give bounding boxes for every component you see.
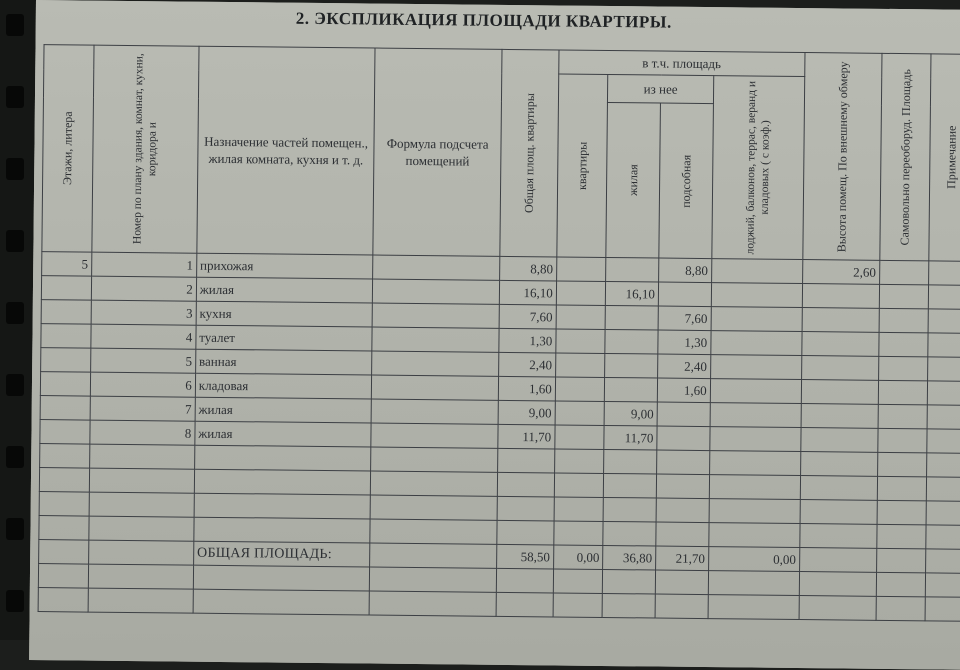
cell-apartment (554, 449, 604, 474)
header-height-label: Высота помещ. По внешнему обмеру (834, 61, 851, 252)
cell-height (800, 524, 877, 549)
header-unauthorized (880, 53, 931, 261)
cell-aux: 1,30 (658, 330, 711, 355)
cell-note (925, 549, 960, 573)
cell-purpose: прихожая (196, 253, 373, 279)
cell-formula (370, 543, 497, 568)
header-purpose-label: Назначение частей помещен., жилая комната, кухня и т. д. (204, 133, 369, 168)
cell-total (497, 520, 554, 545)
cell-no: 1 (91, 252, 196, 277)
header-loggias (712, 76, 805, 260)
binder-hole (6, 446, 24, 468)
binder-hole (6, 158, 24, 180)
cell-height (802, 284, 879, 309)
cell-loggia (709, 475, 800, 500)
cell-unauth (878, 404, 927, 429)
cell-no: 5 (90, 348, 195, 373)
cell-total (498, 448, 555, 473)
cell-no: 3 (91, 300, 196, 325)
cell-loggia (710, 403, 801, 428)
cell-total: 16,10 (499, 280, 556, 305)
cell-total (497, 496, 554, 521)
binder-hole (6, 518, 24, 540)
cell-loggia (709, 451, 800, 476)
cell-height (800, 452, 877, 477)
cell-floor (40, 372, 90, 397)
cell-note (926, 453, 960, 477)
cell-purpose (194, 445, 371, 471)
cell-apartment (554, 497, 604, 522)
cell-floor (40, 444, 90, 469)
header-note-label: Примечание (944, 125, 960, 190)
document-page (29, 0, 960, 670)
cell-formula (371, 447, 498, 472)
cell-apartment (554, 521, 604, 546)
cell-unauth (879, 260, 928, 285)
cell-note (927, 405, 960, 429)
cell-purpose: кладовая (195, 373, 372, 399)
cell-unauth (879, 308, 928, 333)
cell-height (801, 428, 878, 453)
cell-living (605, 353, 658, 378)
explication-table-wrapper (38, 44, 960, 622)
cell-floor (38, 564, 88, 589)
cell-purpose (194, 469, 371, 495)
cell-no (88, 588, 193, 613)
cell-floor (39, 492, 89, 517)
totals-total: 58,50 (497, 544, 554, 569)
header-total-area-label: Общая площ. квартиры (521, 93, 537, 214)
cell-total: 1,60 (498, 376, 555, 401)
cell-unauth (879, 332, 928, 357)
header-floor-label: Этажи, литера (60, 111, 76, 186)
cell-no (89, 468, 194, 493)
cell-total: 9,00 (498, 400, 555, 425)
cell-loggia (710, 355, 801, 380)
header-of-which-label: из нее (643, 80, 678, 97)
cell-living: 9,00 (604, 401, 657, 426)
cell-unauth (878, 428, 927, 453)
cell-aux (656, 474, 709, 499)
cell-no (88, 564, 193, 589)
cell-formula (373, 255, 500, 280)
cell-note (926, 501, 960, 525)
cell-floor: 5 (42, 252, 92, 277)
cell-purpose (194, 493, 371, 519)
cell-loggia (710, 379, 801, 404)
cell-no: 8 (90, 420, 195, 445)
header-of-which (608, 74, 714, 103)
cell-apartment (556, 257, 606, 282)
cell-aux (655, 594, 708, 619)
cell-height (801, 380, 878, 405)
cell-purpose: туалет (196, 325, 373, 351)
header-auxiliary-label: подсобная (678, 154, 694, 208)
document-title: 2. ЭКСПЛИКАЦИЯ ПЛОЩАДИ КВАРТИРЫ. (295, 8, 672, 32)
cell-loggia (710, 427, 801, 452)
cell-height (801, 356, 878, 381)
binder-hole (6, 590, 24, 612)
cell-aux (655, 570, 708, 595)
cell-apartment (556, 305, 606, 330)
cell-living (602, 593, 655, 618)
cell-no: 7 (90, 396, 195, 421)
cell-height (802, 308, 879, 333)
totals-apartment: 0,00 (553, 545, 603, 570)
binder-hole (6, 86, 24, 108)
binder-hole (6, 374, 24, 396)
cell-purpose: жилая (196, 277, 373, 303)
cell-formula (370, 519, 497, 544)
cell-total: 1,30 (499, 328, 556, 353)
header-living (606, 102, 660, 258)
cell-note (925, 597, 960, 621)
cell-total (496, 592, 553, 617)
cell-purpose: жилая (195, 397, 372, 423)
cell-formula (371, 399, 498, 424)
header-room-no-label: Номер по плану здания, комнат, кухни, коридора и (131, 53, 159, 245)
cell-unauth (876, 596, 925, 621)
cell-living (605, 329, 658, 354)
cell-apartment (555, 425, 605, 450)
cell-loggia (711, 259, 802, 284)
binder-hole (6, 230, 24, 252)
cell-height (799, 596, 876, 621)
header-apartment (557, 74, 608, 258)
header-floor (42, 45, 94, 253)
cell-floor (39, 516, 89, 541)
cell-living: 11,70 (604, 425, 657, 450)
cell-total: 7,60 (499, 304, 556, 329)
cell-purpose (193, 565, 370, 591)
cell-total (496, 568, 553, 593)
cell-no: 2 (91, 276, 196, 301)
cell-height (801, 404, 878, 429)
cell-no (88, 540, 193, 565)
header-formula (373, 48, 502, 256)
cell-aux (658, 282, 711, 307)
cell-aux (656, 498, 709, 523)
cell-unauth (877, 524, 926, 549)
cell-formula (372, 327, 499, 352)
cell-living (603, 497, 656, 522)
cell-total: 8,80 (500, 256, 557, 281)
cell-aux (657, 450, 710, 475)
cell-formula (370, 495, 497, 520)
header-loggias-label: лоджий, балконов, террас, веранд и кладовых ( с коэф.) (744, 80, 772, 255)
cell-apartment (555, 377, 605, 402)
cell-height (799, 572, 876, 597)
cell-formula (370, 567, 497, 592)
cell-aux (656, 522, 709, 547)
cell-total (497, 472, 554, 497)
header-living-label: жилая (626, 164, 641, 197)
cell-living (605, 305, 658, 330)
cell-aux: 2,40 (658, 354, 711, 379)
explication-table (38, 44, 960, 622)
cell-height (800, 476, 877, 501)
cell-aux: 1,60 (657, 378, 710, 403)
cell-note (928, 333, 960, 357)
cell-note (927, 429, 960, 453)
cell-loggia (708, 595, 799, 620)
cell-formula (371, 423, 498, 448)
cell-purpose: жилая (195, 421, 372, 447)
cell-unauth (876, 572, 925, 597)
cell-height (802, 332, 879, 357)
header-height (803, 53, 882, 261)
cell-apartment (555, 401, 605, 426)
cell-aux (657, 426, 710, 451)
cell-floor (38, 588, 88, 613)
cell-apartment (553, 569, 603, 594)
cell-note (926, 477, 960, 501)
cell-aux: 7,60 (658, 306, 711, 331)
cell-living (604, 473, 657, 498)
cell-formula (369, 591, 496, 616)
cell-living (606, 257, 659, 282)
header-apartment-label: квартиры (575, 141, 590, 190)
cell-unauth (878, 380, 927, 405)
cell-unauth (879, 284, 928, 309)
cell-formula (372, 375, 499, 400)
cell-living (605, 377, 658, 402)
cell-floor (41, 324, 91, 349)
totals-label: ОБЩАЯ ПЛОЩАДЬ: (193, 541, 370, 567)
cell-purpose (194, 517, 371, 543)
header-total-area (500, 49, 559, 257)
cell-no (89, 444, 194, 469)
cell-loggia (709, 499, 800, 524)
cell-purpose: кухня (196, 301, 373, 327)
cell-floor (39, 468, 89, 493)
cell-note (928, 309, 960, 333)
cell-purpose (193, 589, 370, 615)
binder-hole (6, 302, 24, 324)
cell-floor (40, 420, 90, 445)
cell-apartment (554, 473, 604, 498)
cell-living (603, 521, 656, 546)
header-room-no (92, 45, 199, 253)
cell-loggia (711, 307, 802, 332)
cell-purpose: ванная (195, 349, 372, 375)
header-incl-area (559, 50, 805, 77)
cell-loggia (711, 283, 802, 308)
cell-height (799, 548, 876, 573)
cell-total: 11,70 (498, 424, 555, 449)
cell-floor (39, 540, 89, 565)
cell-unauth (877, 500, 926, 525)
cell-no (89, 492, 194, 517)
cell-living: 16,10 (606, 281, 659, 306)
cell-formula (371, 471, 498, 496)
cell-note (925, 573, 960, 597)
cell-note (926, 525, 960, 549)
cell-floor (40, 396, 90, 421)
cell-apartment (556, 281, 606, 306)
cell-total: 2,40 (499, 352, 556, 377)
cell-height (800, 500, 877, 525)
cell-formula (372, 303, 499, 328)
cell-unauth (876, 548, 925, 573)
cell-living (604, 449, 657, 474)
cell-formula (373, 279, 500, 304)
cell-note (927, 357, 960, 381)
cell-note (927, 381, 960, 405)
binder-hole (6, 14, 24, 36)
cell-living (603, 569, 656, 594)
cell-apartment (556, 329, 606, 354)
cell-loggia (708, 571, 799, 596)
cell-floor (41, 300, 91, 325)
cell-floor (41, 276, 91, 301)
cell-unauth (877, 476, 926, 501)
cell-apartment (555, 353, 605, 378)
cell-loggia (711, 331, 802, 356)
header-unauthorized-label: Самовольно переоборуд. Площадь (897, 68, 914, 246)
header-incl-area-label: в т.ч. площадь (642, 54, 722, 71)
cell-no: 6 (90, 372, 195, 397)
cell-apartment (553, 593, 603, 618)
cell-aux (657, 402, 710, 427)
header-formula-label: Формула подсчета помещений (386, 135, 489, 169)
cell-note (928, 285, 960, 309)
cell-height: 2,60 (802, 260, 879, 285)
cell-loggia (709, 523, 800, 548)
header-purpose (197, 46, 376, 255)
cell-unauth (877, 452, 926, 477)
cell-note (928, 261, 960, 285)
cell-unauth (878, 356, 927, 381)
table-body (38, 252, 960, 622)
header-auxiliary (659, 103, 713, 259)
cell-floor (41, 348, 91, 373)
cell-formula (372, 351, 499, 376)
totals-loggia: 0,00 (708, 547, 799, 572)
totals-living: 36,80 (603, 545, 656, 570)
totals-aux: 21,70 (656, 546, 709, 571)
header-note (929, 54, 960, 261)
cell-no (89, 516, 194, 541)
cell-aux: 8,80 (659, 258, 712, 283)
cell-no: 4 (91, 324, 196, 349)
